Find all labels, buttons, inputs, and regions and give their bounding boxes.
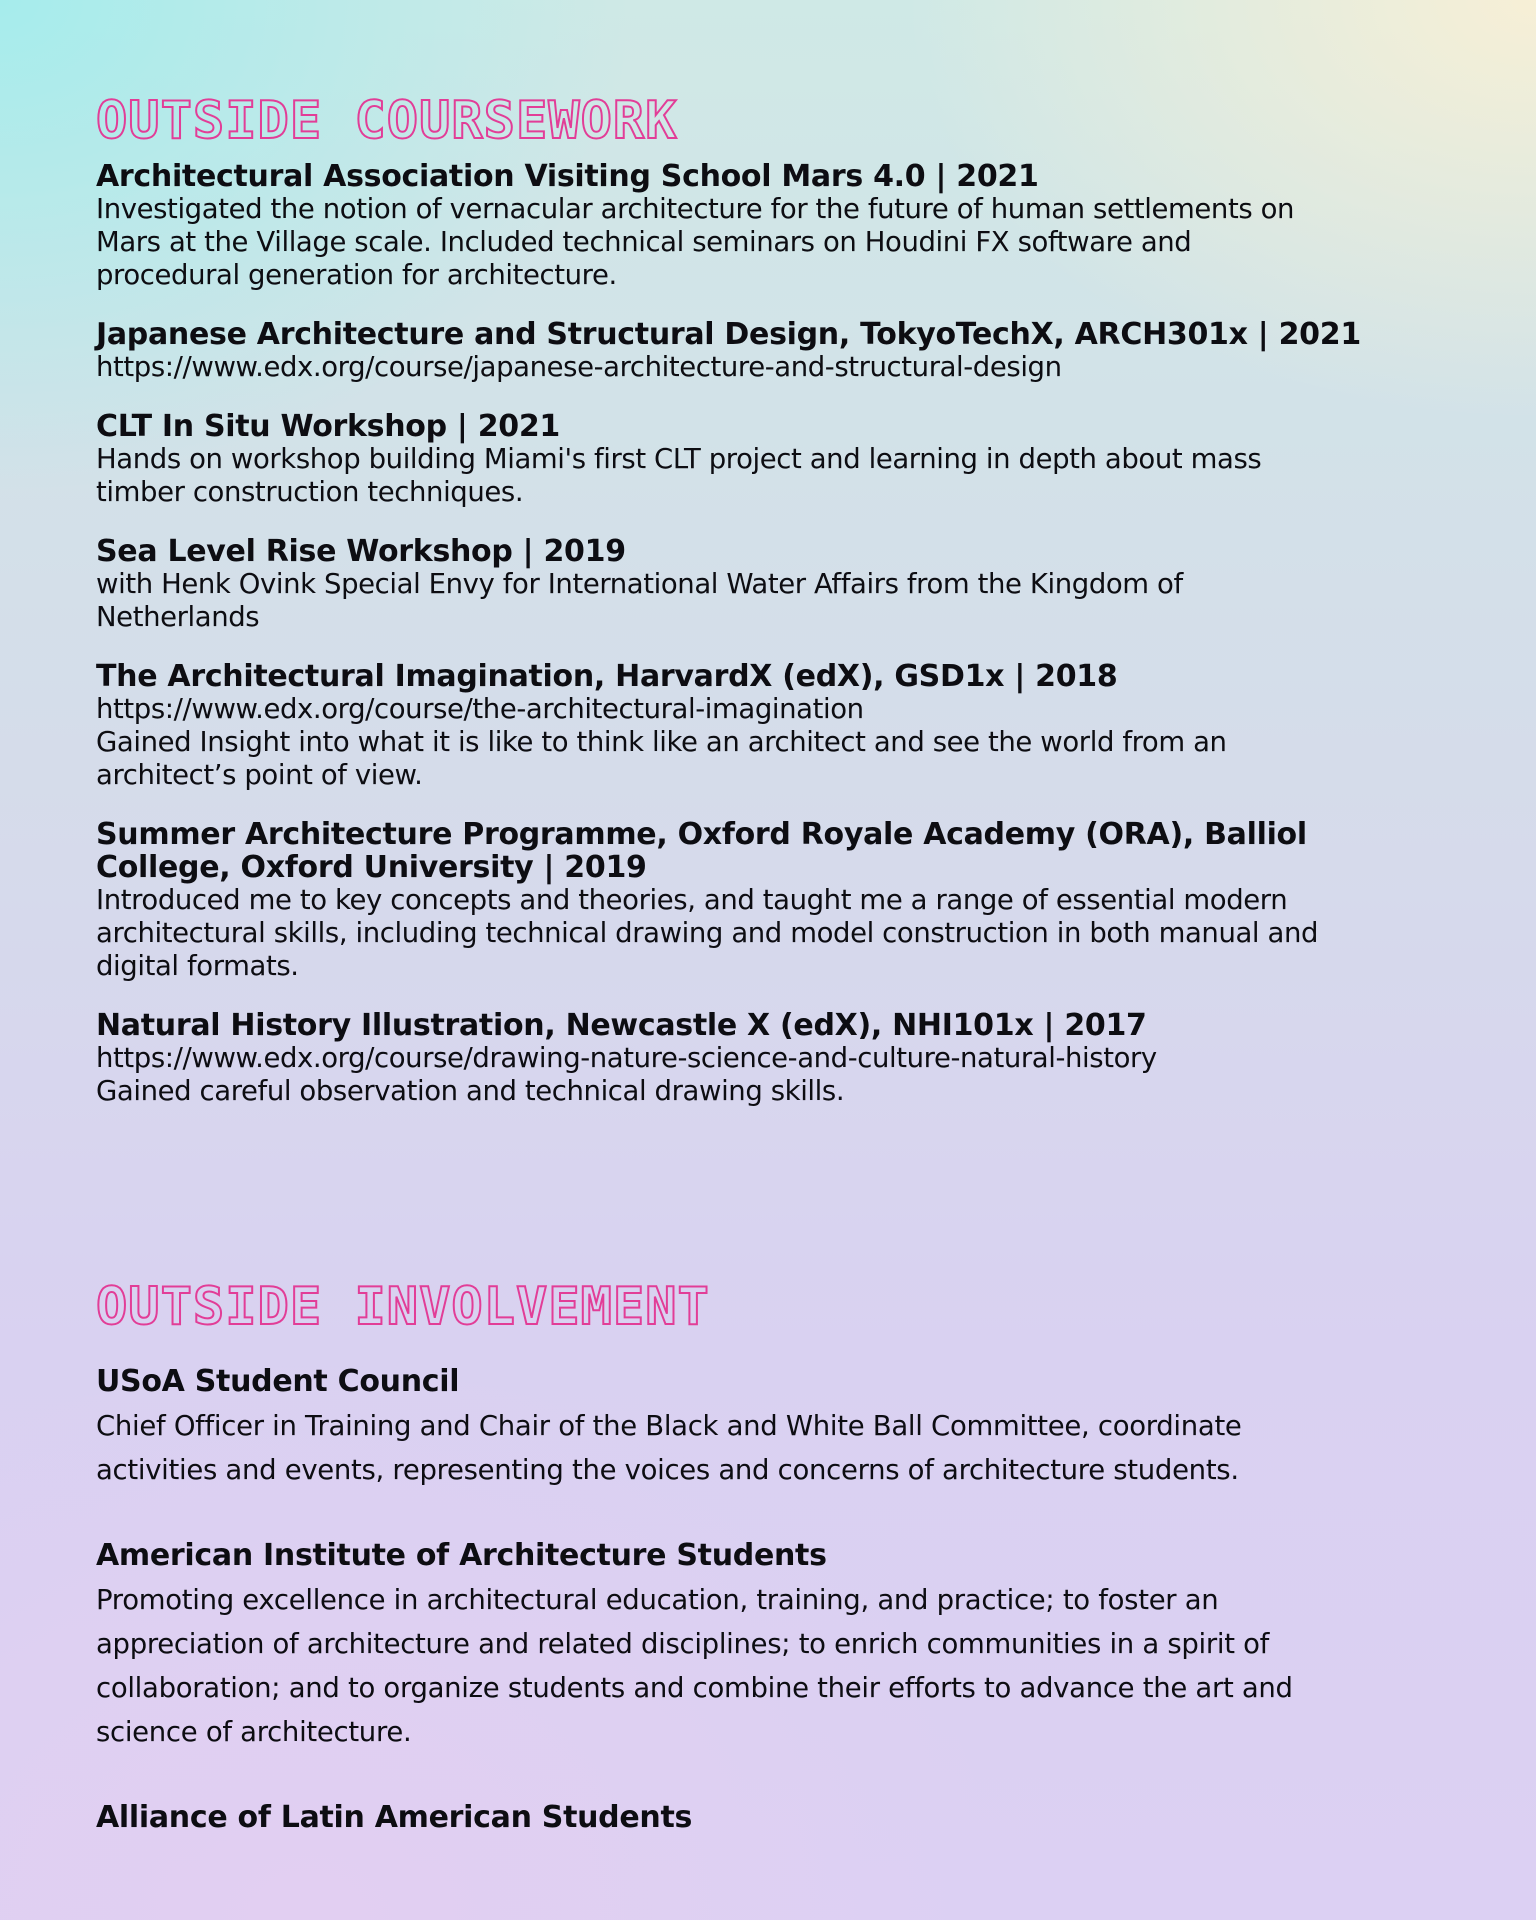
course-heading: Sea Level Rise Workshop | 2019 [96,534,626,569]
course-item [96,160,1456,292]
course-item [96,318,1456,384]
involvement-list [96,1360,1456,1882]
course-description: architectural skills, including technical drawing and model construction in both manual and [96,917,1319,949]
involvement-description: Chief Officer in Training and Chair of the Black and White Ball Committee, coordinate [96,1410,1242,1442]
course-heading: Japanese Architecture and Structural Design, TokyoTechX, ARCH301x | 2021 [96,317,1361,352]
course-description: digital formats. [96,950,299,982]
involvement-heading: Alliance of Latin American Students [96,1800,693,1835]
involvement-item [96,1360,1456,1492]
course-description: Netherlands [96,601,260,633]
course-description: architect’s point of view. [96,759,423,791]
involvement-description: science of architecture. [96,1716,412,1748]
involvement-description: appreciation of architecture and related disciplines; to enrich communities in a spirit of [96,1628,1270,1660]
outside-coursework-title: OUTSIDE COURSEWORK [96,91,678,151]
course-url: https://www.edx.org/course/japanese-architecture-and-structural-design [96,351,1062,383]
involvement-heading: USoA Student Council [96,1364,460,1399]
course-url: https://www.edx.org/course/the-architectural-imagination [96,693,864,725]
course-description: Introduced me to key concepts and theories, and taught me a range of essential modern [96,884,1288,916]
course-description: timber construction techniques. [96,476,524,508]
course-item [96,660,1456,792]
course-url: https://www.edx.org/course/drawing-nature-science-and-culture-natural-history [96,1042,1157,1074]
involvement-heading: American Institute of Architecture Students [96,1538,827,1573]
course-heading: Summer Architecture Programme, Oxford Royale Academy (ORA), Balliol [96,817,1307,852]
course-item [96,410,1456,509]
course-heading: CLT In Situ Workshop | 2021 [96,409,560,444]
course-description: Investigated the notion of vernacular architecture for the future of human settlements on [96,193,1295,225]
course-item [96,535,1456,634]
involvement-item [96,1796,1456,1840]
course-description: Mars at the Village scale. Included technical seminars on Houdini FX software and [96,226,1192,258]
involvement-description: Promoting excellence in architectural education, training, and practice; to foster an [96,1584,1219,1616]
coursework-list [96,160,1456,1134]
course-description: procedural generation for architecture. [96,259,617,291]
course-item [96,818,1456,983]
involvement-description: activities and events, representing the voices and concerns of architecture students. [96,1454,1239,1486]
course-heading: The Architectural Imagination, HarvardX (edX), GSD1x | 2018 [96,659,1118,694]
course-item [96,1009,1456,1108]
involvement-item [96,1534,1456,1754]
course-description: Hands on workshop building Miami's first CLT project and learning in depth about mass [96,443,1262,475]
course-heading: Natural History Illustration, Newcastle X (edX), NHI101x | 2017 [96,1008,1147,1043]
involvement-description: collaboration; and to organize students and combine their efforts to advance the art and [96,1672,1293,1704]
course-heading: College, Oxford University | 2019 [96,850,647,885]
course-description: Gained Insight into what it is like to think like an architect and see the world from an [96,726,1227,758]
outside-involvement-title: OUTSIDE INVOLVEMENT [96,1277,710,1337]
course-description: with Henk Ovink Special Envy for International Water Affairs from the Kingdom of [96,568,1183,600]
course-description: Gained careful observation and technical drawing skills. [96,1075,845,1107]
course-heading: Architectural Association Visiting School Mars 4.0 | 2021 [96,159,1039,194]
